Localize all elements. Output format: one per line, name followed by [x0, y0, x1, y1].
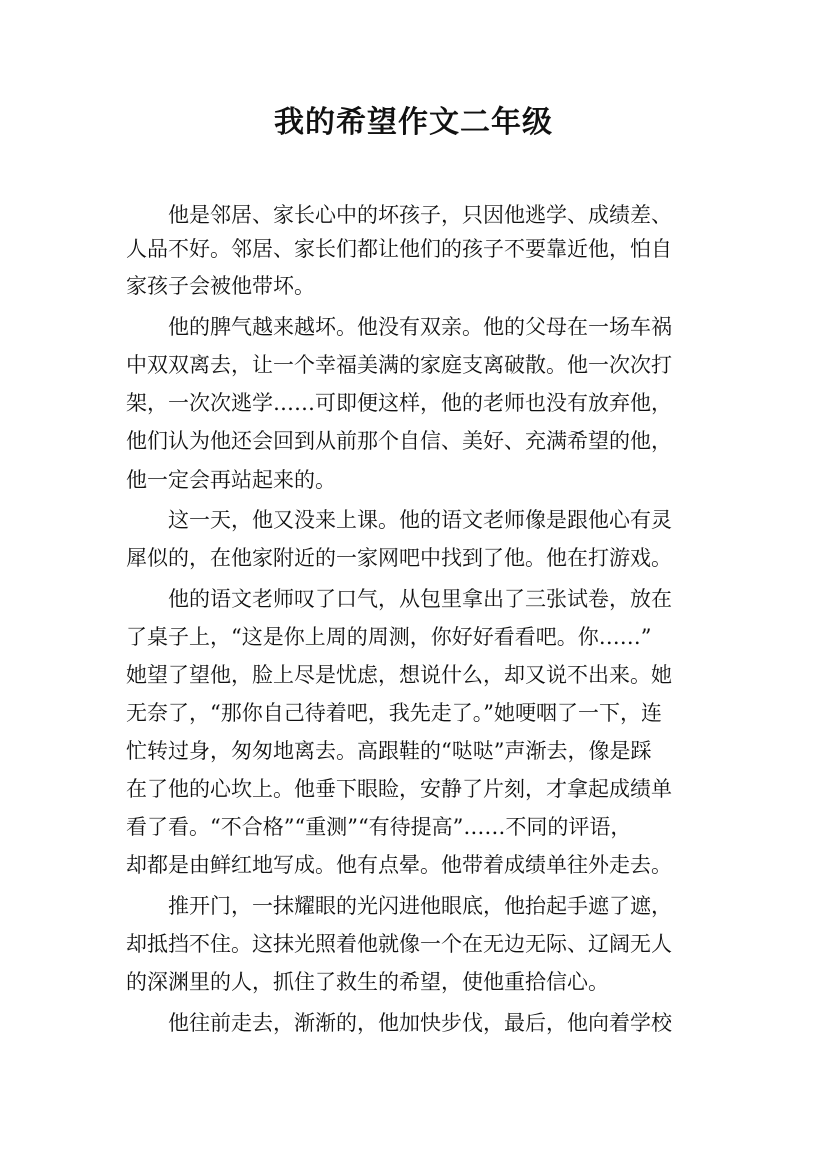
text-line-4: 他的脾气越来越坏。他没有双亲。他的父母在一场车祸 — [168, 315, 672, 339]
text-line-14: 无奈了，“那你自己待着吧，我先走了。”她哽咽了一下，连 — [126, 701, 662, 725]
text-line-6: 架，一次次逃学……可即便这样，他的老师也没有放弃他， — [126, 391, 672, 415]
text-line-17: 看了看。“不合格”“重测”“有待提高”……不同的评语， — [126, 815, 632, 839]
text-line-7: 他们认为他还会回到从前那个自信、美好、充满希望的他， — [126, 429, 672, 453]
text-line-22: 他往前走去，渐渐的，他加快步伐，最后，他向着学校 — [168, 1011, 672, 1035]
text-line-19: 推开门，一抹耀眼的光闪进他眼底，他抬起手遮了遮， — [168, 894, 672, 918]
text-line-2: 人品不好。邻居、家长们都让他们的孩子不要靠近他，怕自 — [126, 237, 672, 261]
text-line-20: 却抵挡不住。这抹光照着他就像一个在无边无际、辽阔无人 — [126, 932, 672, 956]
text-line-21: 的深渊里的人，抓住了救生的希望，使他重拾信心。 — [126, 970, 609, 994]
text-line-12: 了桌子上，“这是你上周的周测，你好好看看吧。你……” — [126, 625, 652, 649]
text-line-11: 他的语文老师叹了口气，从包里拿出了三张试卷，放在 — [168, 587, 672, 611]
text-line-15: 忙转过身，匆匆地离去。高跟鞋的“哒哒”声渐去，像是踩 — [126, 739, 652, 763]
text-line-8: 他一定会再站起来的。 — [126, 468, 336, 492]
text-line-3: 家孩子会被他带坏。 — [126, 274, 315, 298]
text-line-13: 她望了望他，脸上尽是忧虑，想说什么，却又说不出来。她 — [126, 663, 672, 687]
text-line-9: 这一天，他又没来上课。他的语文老师像是跟他心有灵 — [168, 508, 672, 532]
text-line-10: 犀似的，在他家附近的一家网吧中找到了他。他在打游戏。 — [126, 546, 672, 570]
text-line-16: 在了他的心坎上。他垂下眼睑，安静了片刻，才拿起成绩单 — [126, 777, 672, 801]
document-title: 我的希望作文二年级 — [274, 105, 553, 140]
text-line-18: 却都是由鲜红地写成。他有点晕。他带着成绩单往外走去。 — [126, 853, 672, 877]
text-line-5: 中双双离去，让一个幸福美满的家庭支离破散。他一次次打 — [126, 353, 672, 377]
text-line-1: 他是邻居、家长心中的坏孩子，只因他逃学、成绩差、 — [168, 203, 672, 227]
